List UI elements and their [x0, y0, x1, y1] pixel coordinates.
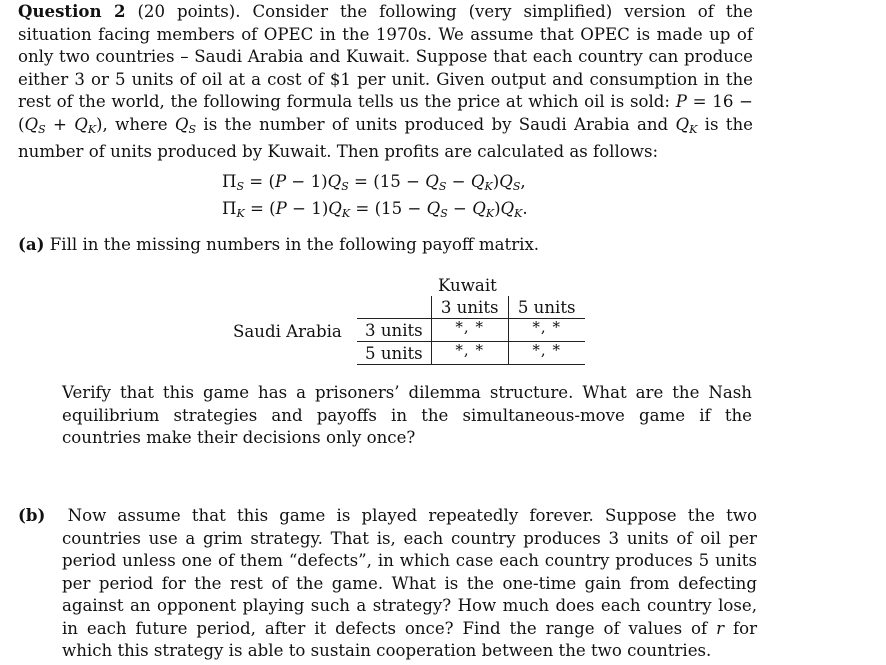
equation-kuwait-profit	[222, 198, 528, 225]
row-header-5-units: 5 units	[357, 342, 431, 365]
column-header-5-units: 5 units	[508, 296, 585, 319]
part-b-text-before: Now assume that this game is played repeatedly forever. Suppose the two countries use a grim strategy. That is, each country produces 3 units of oil per period unless one of them “defects”, in which case each country produces 5 units per period for the rest of the game. What is the one-time gain from defecting against an opponent playing such a strategy? How much does each country lose, in each future period, after it defects once? Find the range of values of	[62, 506, 757, 638]
payoff-header-row	[357, 296, 585, 319]
part-b-label: (b)	[18, 505, 46, 525]
part-a-label: (a)	[18, 234, 45, 254]
equation-kuwait-render: $\Pi_K = (P - 1)Q_K = (15 - Q_S - Q_K)Q_K$.	[222, 199, 528, 220]
row-player-label: Saudi Arabia	[233, 322, 342, 341]
variable-r: r	[716, 618, 725, 638]
payoff-cell: *, *	[431, 319, 508, 342]
question-intro-text: Consider the following (very simplified) version of the situation facing members of OPEC in the 1970s. We assume that OPEC is made up of only two countries – Saudi Arabia and Kuwait. Suppose that each country can produce either 3 or 5 units of oil at a cost of $1 per unit. Given output and consumption in the rest of the world, the following formula tells us the price at which oil is sold:	[18, 2, 754, 111]
payoff-row-3-units	[357, 319, 585, 342]
payoff-cell: *, *	[508, 319, 585, 342]
equation-saudi-render: $\Pi_S = (P - 1)Q_S = (15 - Q_S - Q_K)Q_S$,	[222, 172, 526, 193]
equation-saudi-profit	[222, 171, 526, 198]
payoff-matrix	[357, 296, 585, 365]
column-header-3-units: 3 units	[431, 296, 508, 319]
column-player-label: Kuwait	[438, 276, 497, 295]
part-b-prompt	[18, 504, 757, 663]
payoff-cell: *, *	[431, 342, 508, 365]
question-title: Question 2	[18, 1, 126, 21]
question-points: (20 points).	[137, 2, 241, 21]
payoff-row-5-units	[357, 342, 585, 365]
part-a-text: Fill in the missing numbers in the following payoff matrix.	[49, 235, 540, 254]
payoff-cell: *, *	[508, 342, 585, 365]
question-intro	[18, 0, 753, 164]
formula-render: $P = 16 - (Q_S + Q_K)$, where $Q_S$ is the number of units produced by Saudi Arabia and $Q_K$ is the number of units produced by Kuwait. Then profits are calculated as follows:	[18, 92, 753, 161]
row-header-3-units: 3 units	[357, 319, 431, 342]
part-b-text-after: for which this strategy is able to sustain cooperation between the two countries.	[62, 618, 758, 660]
part-a-prompt	[18, 233, 753, 257]
part-a-verify-text: Verify that this game has a prisoners’ dilemma structure. What are the Nash equilibrium strategies and payoffs in the simultaneous-move game if the countries make their decisions only once?	[62, 383, 752, 447]
